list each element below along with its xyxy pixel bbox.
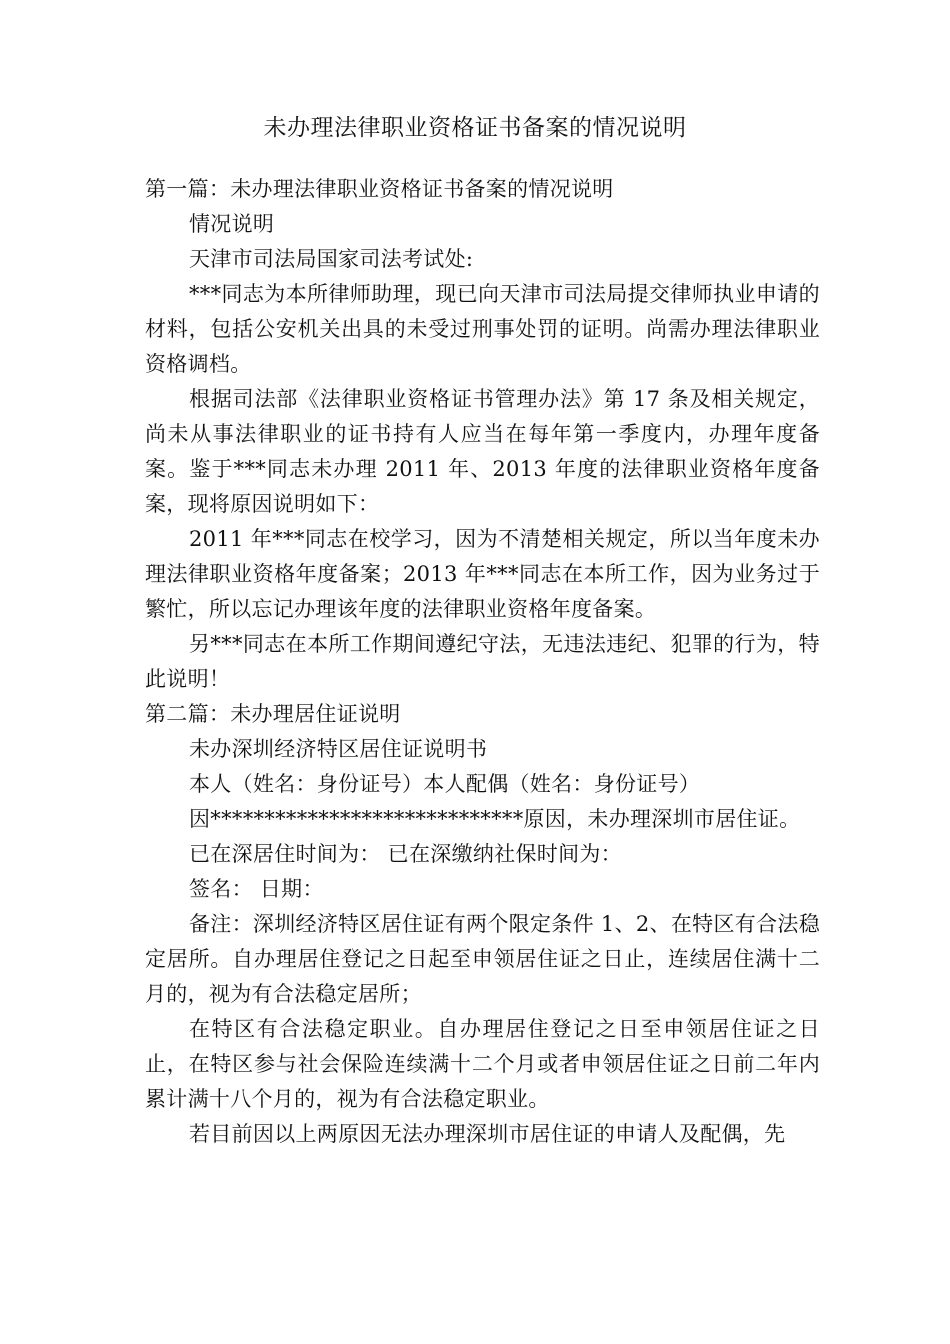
part2-paragraph: 在特区有合法稳定职业。自办理居住登记之日至申领居住证之日止，在特区参与社会保险连续满十二个月或者申领居住证之日前二年内累计满十八个月的，视为有合法稳定职业。: [145, 1017, 820, 1111]
part2-line: 签名： 日期：: [189, 877, 324, 901]
part2-heading: 第二篇：未办理居住证说明: [145, 702, 401, 726]
part2-paragraph: 若目前因以上两原因无法办理深圳市居住证的申请人及配偶，先: [189, 1122, 786, 1146]
part2-line: 已在深居住时间为： 已在深缴纳社保时间为：: [189, 842, 622, 866]
part1-paragraph: 根据司法部《法律职业资格证书管理办法》第 17 条及相关规定，尚未从事法律职业的证书持有人应当在每年第一季度内，办理年度备案。鉴于***同志未办理 2011 年、2013 年度的法律职业资格年度备案，现将原因说明如下：: [145, 387, 820, 516]
part1-heading: 第一篇：未办理法律职业资格证书备案的情况说明: [145, 177, 614, 201]
part1-subtitle: 情况说明: [189, 212, 275, 236]
document-title: 未办理法律职业资格证书备案的情况说明: [263, 115, 687, 141]
part1-paragraph: 2011 年***同志在校学习，因为不清楚相关规定，所以当年度未办理法律职业资格年度备案；2013 年***同志在本所工作，因为业务过于繁忙，所以忘记办理该年度的法律职业资格年度备案。: [145, 527, 820, 621]
part2-paragraph: 备注：深圳经济特区居住证有两个限定条件 1、2、在特区有合法稳定居所。自办理居住登记之日起至申领居住证之日止，连续居住满十二月的，视为有合法稳定居所；: [145, 912, 820, 1006]
part1-paragraph: ***同志为本所律师助理，现已向天津市司法局提交律师执业申请的材料，包括公安机关出具的未受过刑事处罚的证明。尚需办理法律职业资格调档。: [145, 282, 820, 376]
part2-line: 因*****************************原因，未办理深圳市居住证。: [189, 807, 801, 831]
part1-addressee: 天津市司法局国家司法考试处:: [189, 247, 474, 271]
part2-line: 本人（姓名：身份证号）本人配偶（姓名：身份证号）: [189, 772, 701, 796]
document-body: [145, 172, 820, 1152]
part1-paragraph: 另***同志在本所工作期间遵纪守法，无违法违纪、犯罪的行为，特此说明！: [145, 632, 820, 691]
part2-subtitle: 未办深圳经济特区居住证说明书: [189, 737, 488, 761]
